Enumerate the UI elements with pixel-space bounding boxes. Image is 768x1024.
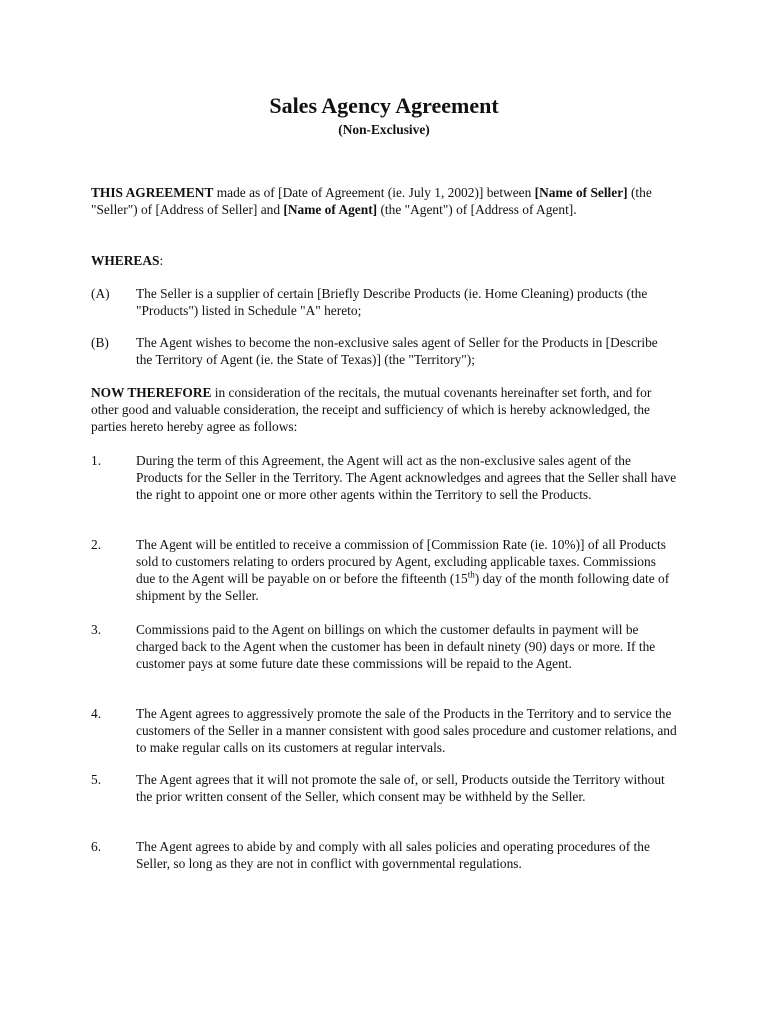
intro-text-1: made as of [Date of Agreement (ie. July 1, 2002)] between (213, 185, 535, 200)
document-subtitle: (Non-Exclusive) (338, 122, 430, 137)
recital-text: The Seller is a supplier of certain [Briefly Describe Products (ie. Home Cleaning) products (the "Products") listed in Schedule "A" hereto; (136, 286, 648, 318)
now-therefore-paragraph (91, 384, 677, 435)
now-therefore-text: in consideration of the recitals, the mutual covenants hereinafter set forth, and for other good and valuable consideration, the receipt and sufficiency of which is hereby acknowledged, the parties hereto hereby agree as follows: (91, 385, 652, 434)
clause-number: 4. (91, 706, 102, 721)
intro-agent: [Name of Agent] (283, 202, 378, 217)
recital-label: (A) (91, 286, 110, 301)
intro-text-2: (the "Seller") of [Address of Seller] and (91, 185, 652, 217)
clause-4 (91, 705, 677, 756)
whereas-heading (91, 252, 677, 269)
clause-text-part-a: The Agent will be entitled to receive a commission of [Commission Rate (ie. 10%)] of all Products sold to customers relating to orders procured by Agent, excluding applicable taxes. Commissions due to the Agent will be payable on or before the fifteenth (15 (136, 537, 666, 586)
intro-seller: [Name of Seller] (534, 185, 628, 200)
clause-text: The Agent agrees to aggressively promote the sale of the Products in the Territory and to service the customers of the Seller in a manner consistent with good sales procedure and customer relations, and to make regular calls on its customers at regular intervals. (136, 706, 677, 755)
whereas-colon: : (159, 253, 164, 268)
recital-a (91, 285, 677, 319)
clause-text-part-b: ) day of the month following date of shipment by the Seller. (136, 571, 670, 603)
clause-number: 1. (91, 453, 102, 468)
clause-number: 6. (91, 839, 102, 854)
recital-b (91, 334, 677, 368)
whereas-label: WHEREAS (91, 253, 160, 268)
clause-number: 3. (91, 622, 102, 637)
recital-label: (B) (91, 335, 109, 350)
intro-lead: THIS AGREEMENT (91, 185, 214, 200)
clause-text: The Agent agrees that it will not promote the sale of, or sell, Products outside the Territory without the prior written consent of the Seller, which consent may be withheld by the Seller. (136, 772, 665, 804)
clause-6 (91, 838, 677, 872)
recital-text: The Agent wishes to become the non-exclusive sales agent of Seller for the Products in [Describe the Territory of Agent (ie. the State of Texas)] (the "Territory"); (136, 335, 658, 367)
ordinal-suffix: th (467, 569, 475, 580)
clause-text: The Agent agrees to abide by and comply with all sales policies and operating procedures of the Seller, so long as they are not in conflict with governmental regulations. (136, 839, 650, 871)
clause-text (136, 536, 677, 604)
clause-text: Commissions paid to the Agent on billings on which the customer defaults in payment will be charged back to the Agent when the customer has been in default ninety (90) days or more. If the customer pays at some future date these commissions will be repaid to the Agent. (136, 622, 656, 671)
clause-2 (91, 536, 677, 604)
clause-1 (91, 452, 677, 503)
clause-5 (91, 771, 677, 805)
intro-text-3: (the "Agent") of [Address of Agent]. (377, 202, 577, 217)
document-title: Sales Agency Agreement (269, 93, 499, 118)
now-therefore-lead: NOW THEREFORE (91, 385, 212, 400)
intro-paragraph (91, 184, 677, 218)
clause-3 (91, 621, 677, 672)
clause-number: 2. (91, 537, 102, 552)
clause-text: During the term of this Agreement, the Agent will act as the non-exclusive sales agent of the Products for the Seller in the Territory. The Agent acknowledges and agrees that the Seller shall have the right to appoint one or more other agents within the Territory to sell the Products. (136, 453, 677, 502)
clause-number: 5. (91, 772, 102, 787)
